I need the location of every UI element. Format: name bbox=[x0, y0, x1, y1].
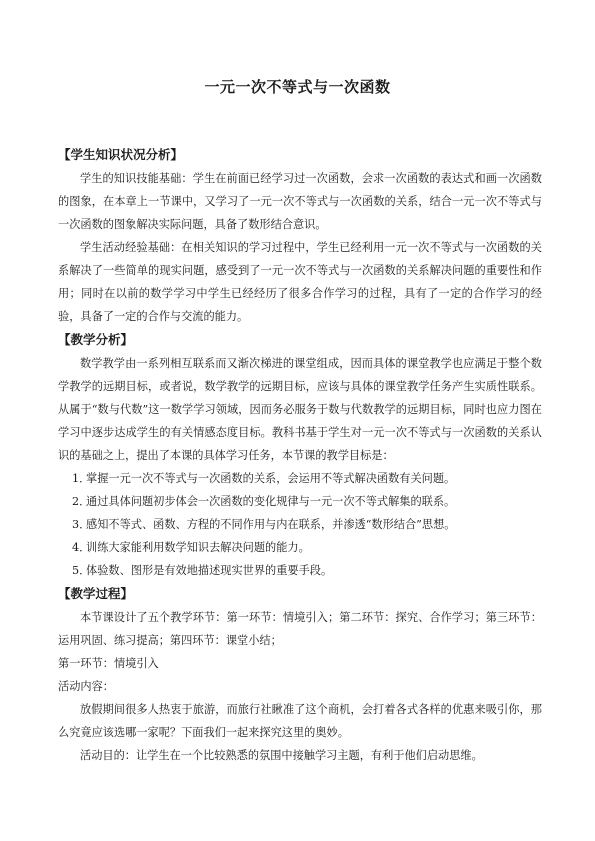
activity-label: 活动内容： bbox=[58, 680, 114, 693]
section-heading-teaching-process: 【教学过程】 bbox=[58, 586, 134, 601]
section-heading-student-analysis: 【学生知识状况分析】 bbox=[58, 147, 184, 162]
paragraph-process-intro: 本节课设计了五个教学环节：第一环节：情境引入；第二环节：探究、合作学习；第三环节：运用巩固、练习提高；第四环节：课堂小结； bbox=[58, 611, 542, 647]
paragraph-activity-content: 放假期间很多人热衷于旅游，而旅行社瞅准了这个商机，会打着各式各样的优惠来吸引你，那么究竟应该选哪一家呢？下面我们一起来探究这里的奥妙。 bbox=[58, 703, 542, 739]
section-heading-teaching-analysis: 【教学分析】 bbox=[58, 332, 134, 347]
step1-title: 第一环节：情境引入 bbox=[58, 657, 159, 670]
goal-item: 3．感知不等式、函数、方程的不同作用与内在联系，并渗透“数形结合”思想。 bbox=[72, 518, 456, 531]
paragraph-activity-purpose: 活动目的：让学生在一个比较熟悉的氛围中接触学习主题，有利于他们启动思维。 bbox=[80, 749, 483, 762]
goal-item: 5．体验数、图形是有效地描述现实世界的重要手段。 bbox=[72, 564, 333, 577]
paragraph-teaching-analysis: 数学教学由一系列相互联系而又渐次梯进的课堂组成，因而具体的课堂教学也应满足于整个数学教学的远期目标，或者说，数学教学的远期目标，应该与具体的课堂教学任务产生实质性联系。从属于“数与代数”这一数学学习领域，因而务必服务于数与代数教学的远期目标，同时也应力图在学习中逐步达成学生的有关情感态度目标。教科书基于学生对一元一次不等式与一次函数的关系认识的基础之上，提出了本课的具体学习任务，本节课的教学目标是： bbox=[58, 357, 542, 462]
goal-item: 2．通过具体问题初步体会一次函数的变化规律与一元一次不等式解集的联系。 bbox=[72, 495, 456, 508]
teaching-goals-list bbox=[58, 467, 542, 582]
paragraph-experience-basis: 学生活动经验基础：在相关知识的学习过程中，学生已经利用一元一次不等式与一次函数的关系解决了一些简单的现实问题，感受到了一元一次不等式与一次函数的关系解决问题的重要性和作用；同时在以前的数学学习中学生已经经历了很多合作学习的过程，具有了一定的合作学习的经验，具备了一定的合作与交流的能力。 bbox=[58, 241, 542, 323]
document-title: 一元一次不等式与一次函数 bbox=[204, 78, 391, 96]
document-body bbox=[58, 143, 542, 767]
goal-item: 4．训练大家能利用数学知识去解决问题的能力。 bbox=[72, 541, 310, 554]
goal-item: 1．掌握一元一次不等式与一次函数的关系，会运用不等式解决函数有关问题。 bbox=[72, 472, 456, 485]
paragraph-knowledge-basis: 学生的知识技能基础：学生在前面已经学习过一次函数，会求一次函数的表达式和画一次函数的图象，在本章上一节课中，又学习了一元一次不等式与一次函数的关系，结合一元一次不等式与一次函数的图象解决实际问题，具备了数形结合意识。 bbox=[58, 172, 542, 231]
